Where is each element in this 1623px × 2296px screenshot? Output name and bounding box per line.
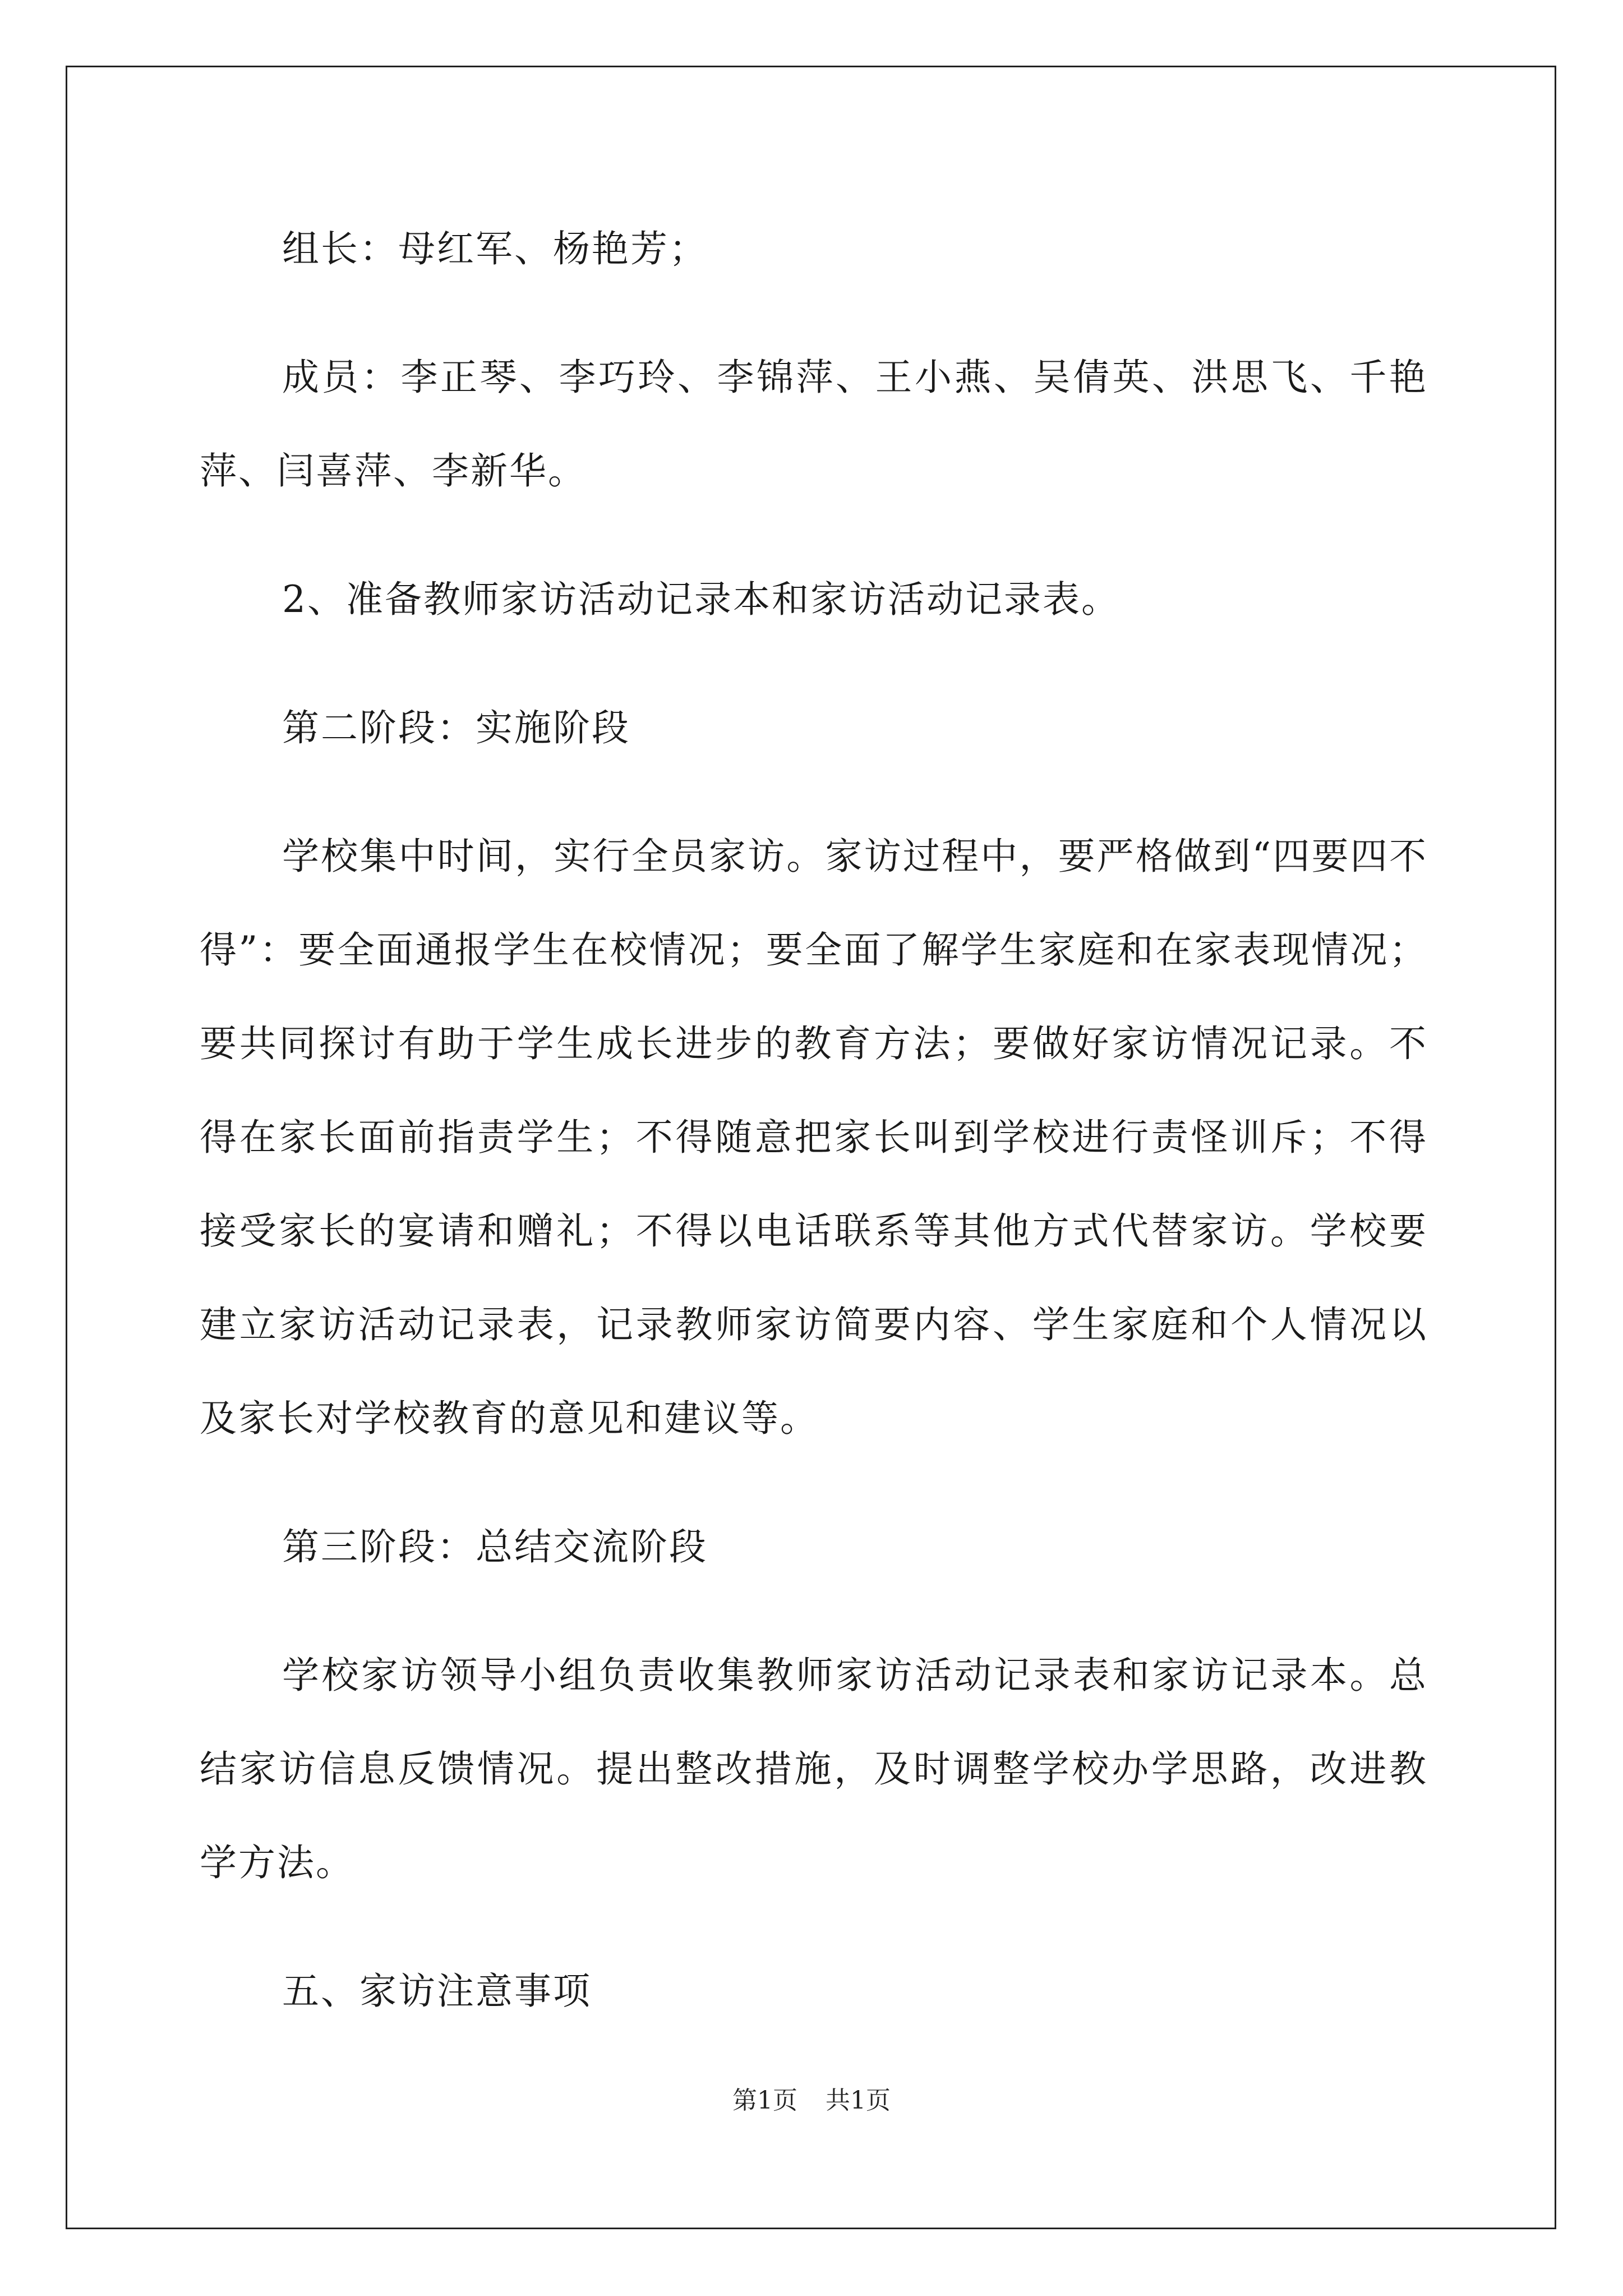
page-total: 共1页 (826, 2086, 891, 2115)
paragraph-stage-two-body: 学校集中时间，实行全员家访。家访过程中，要严格做到“四要四不得”：要全面通报学生在校情况；要全面了解学生家庭和在家表现情况；要共同探讨有助于学生成长进步的教育方法；要做好家访情况记录。不得在家长面前指责学生；不得随意把家长叫到学校进行责怪训斥；不得接受家长的宴请和赠礼；不得以电话联系等其他方式代替家访。学校要建立家访活动记录表，记录教师家访简要内容、学生家庭和个人情况以及家长对学校教育的意见和建议等。 (200, 835, 1428, 1440)
heading-stage-three: 第三阶段：总结交流阶段 (282, 1525, 708, 1568)
document-body (200, 202, 1428, 2073)
paragraph-prepare-records: 2、准备教师家访活动记录本和家访活动记录表。 (282, 578, 1120, 621)
heading-section-five: 五、家访注意事项 (282, 1970, 592, 2013)
page-footer (0, 2084, 1623, 2118)
paragraph-team-leader: 组长：母红军、杨艳芳； (282, 227, 708, 270)
paragraph-stage-three-body: 学校家访领导小组负责收集教师家访活动记录表和家访记录本。总结家访信息反馈情况。提出整改措施，及时调整学校办学思路，改进教学方法。 (200, 1654, 1428, 1884)
heading-stage-two: 第二阶段：实施阶段 (282, 706, 630, 749)
paragraph-team-members: 成员：李正琴、李巧玲、李锦萍、王小燕、吴倩英、洪思飞、千艳萍、闫喜萍、李新华。 (200, 356, 1428, 493)
page-number: 第1页 (732, 2086, 797, 2115)
